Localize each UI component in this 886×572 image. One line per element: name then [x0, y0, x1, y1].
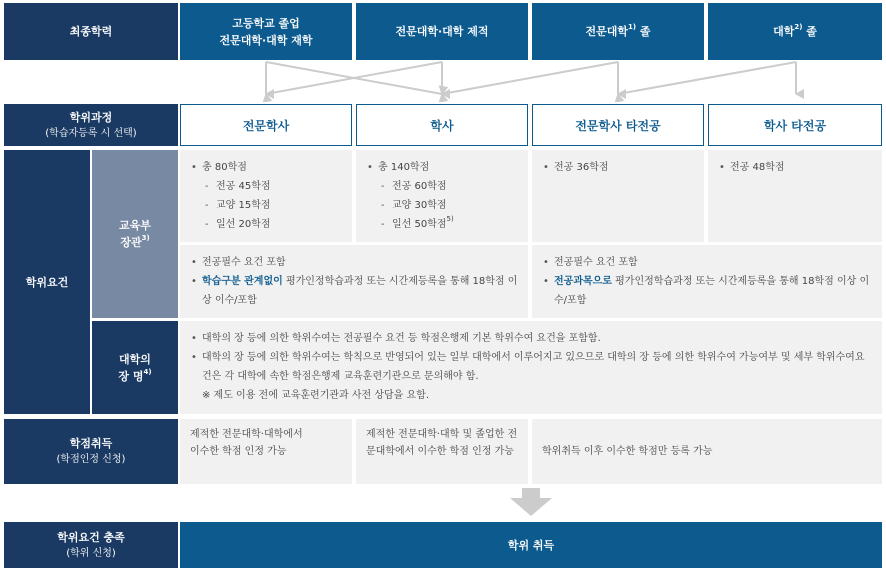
tab-associate — [180, 104, 352, 146]
edu-col-highschool — [180, 3, 352, 60]
row-label-degree-application — [4, 522, 178, 568]
common-req-right — [532, 245, 882, 318]
note-text: ※ 제도 이용 전에 교육훈련기관과 사전 상담을 요함. — [202, 390, 430, 401]
footnote-1: 1) — [627, 23, 637, 31]
credit-text-3: 학위취득 이후 이수한 학점만 등록 가능 — [542, 446, 713, 457]
credits-bachelor-other — [708, 150, 882, 242]
credits-bachelor — [356, 150, 528, 242]
list-item-text: 평가인정학습과정 또는 시간제등록을 통해 18학점 이상 이수/포함 — [554, 276, 870, 306]
list-item — [190, 272, 518, 310]
footnote-2: 2) — [794, 23, 803, 31]
highlight-text: 전공과목으로 — [554, 276, 612, 287]
list-item: - 전공 45학점 — [190, 177, 342, 196]
list-item: • 전공 36학점 — [542, 158, 694, 177]
degree-requirements-label: 학위요건 — [25, 275, 69, 289]
tab-bachelor-other-major — [708, 104, 882, 146]
list-item: • 전공필수 요건 포함 — [542, 253, 872, 272]
footnote-5: 5) — [446, 215, 454, 223]
univ-label-line2: 장 명 — [118, 369, 144, 383]
degree-application-label: 학위요건 충족 — [57, 530, 125, 544]
connector-line — [618, 62, 796, 94]
tab-bachelor — [356, 104, 528, 146]
edu-col-college-grad — [532, 3, 704, 60]
credits-associate-other — [532, 150, 704, 242]
tab-bachelor-label: 학사 — [430, 118, 454, 133]
list-item-text: 평가인정학습과정 또는 시간제등록을 통해 18학점 이상 이수/포함 — [202, 276, 518, 306]
final-education-label: 최종학력 — [69, 25, 113, 38]
college-grad-suffix: 졸 — [636, 25, 651, 38]
list-item: - 교양 30학점 — [366, 196, 518, 215]
credit-text-1: 제적한 전문대학·대학에서 이수한 학점 인정 가능 — [190, 429, 303, 457]
list-item: • 총 140학점 — [366, 158, 518, 177]
down-arrow-icon — [508, 488, 554, 518]
list-item — [542, 272, 872, 310]
highlight-text: 학습구분 관계없이 — [202, 276, 283, 287]
row-label-final-education — [4, 3, 178, 60]
list-item: • 전공 48학점 — [718, 158, 872, 177]
univ-label-box — [92, 321, 178, 414]
tab-bachelor-other-major-label: 학사 타전공 — [763, 118, 827, 133]
list-item: • 총 80학점 — [190, 158, 342, 177]
credits-associate — [180, 150, 352, 242]
list-item: • 전공필수 요건 포함 — [190, 253, 518, 272]
degree-acquired-box — [180, 522, 882, 568]
university-grad-suffix: 졸 — [802, 25, 817, 38]
credit-text-2: 제적한 전문대학·대학 및 졸업한 전문대학에서 이수한 학점 인정 가능 — [366, 429, 518, 457]
flow-connectors — [0, 60, 886, 102]
credit-acquisition-sublabel: (학점인정 신청) — [56, 454, 126, 465]
credit-cell-2 — [356, 419, 528, 484]
connector-line — [442, 62, 618, 94]
credit-cell-3 — [532, 419, 882, 484]
credit-acquisition-label: 학점취득 — [69, 437, 113, 450]
degree-acquired-label: 학위 취득 — [507, 538, 555, 552]
highschool-label: 고등학교 졸업 — [232, 16, 300, 30]
row-label-degree-requirements — [4, 150, 90, 414]
university-grad-label: 대학 — [773, 25, 795, 38]
list-item: • 대학의 장 등에 의한 학위수여는 전공필수 요건 등 학점은행제 기본 학위수여 요건을 포함함. — [190, 329, 872, 348]
list-item: - 교양 15학점 — [190, 196, 342, 215]
list-item-text: 일선 50학점 — [392, 219, 447, 230]
row-label-credit-acquisition — [4, 419, 178, 484]
moe-label-line1: 교육부 — [119, 219, 151, 232]
moe-label-box — [92, 150, 178, 318]
list-item — [366, 215, 518, 234]
enrolled-label: 전문대학·대학 재학 — [219, 33, 313, 47]
list-item: - 일선 20학점 — [190, 215, 342, 234]
degree-application-sublabel: (학위 신청) — [66, 547, 116, 559]
expelled-label: 전문대학·대학 제적 — [395, 25, 489, 38]
list-item: • 대학의 장 등에 의한 학위수여는 학칙으로 반영되어 있는 일부 대학에서 이루어지고 있으므로 대학의 장 등에 의한 학위수여 가능여부 및 세부 학위수여요건은 각 대학에 속한 학점은행제 교육훈련기관으로 문의해야 함. — [190, 348, 872, 386]
row-label-degree-program — [4, 104, 178, 146]
list-item: - 전공 60학점 — [366, 177, 518, 196]
credit-cell-1 — [180, 419, 352, 484]
univ-label-line1: 대학의 — [119, 352, 151, 366]
tab-associate-other-major — [532, 104, 704, 146]
edu-col-expelled — [356, 3, 528, 60]
tab-associate-other-major-label: 전문학사 타전공 — [575, 118, 661, 133]
tab-associate-label: 전문학사 — [242, 118, 290, 133]
college-grad-label: 전문대학 — [585, 25, 628, 38]
edu-col-university-grad — [708, 3, 882, 60]
degree-program-label: 학위과정 — [69, 110, 113, 124]
footnote-4: 4) — [143, 367, 152, 376]
univ-head-notes — [180, 321, 882, 414]
footnote-3: 3) — [141, 234, 150, 242]
degree-program-sublabel: (학습자등록 시 선택) — [45, 127, 137, 139]
common-req-left — [180, 245, 528, 318]
moe-label-line2: 장관 — [120, 236, 142, 249]
